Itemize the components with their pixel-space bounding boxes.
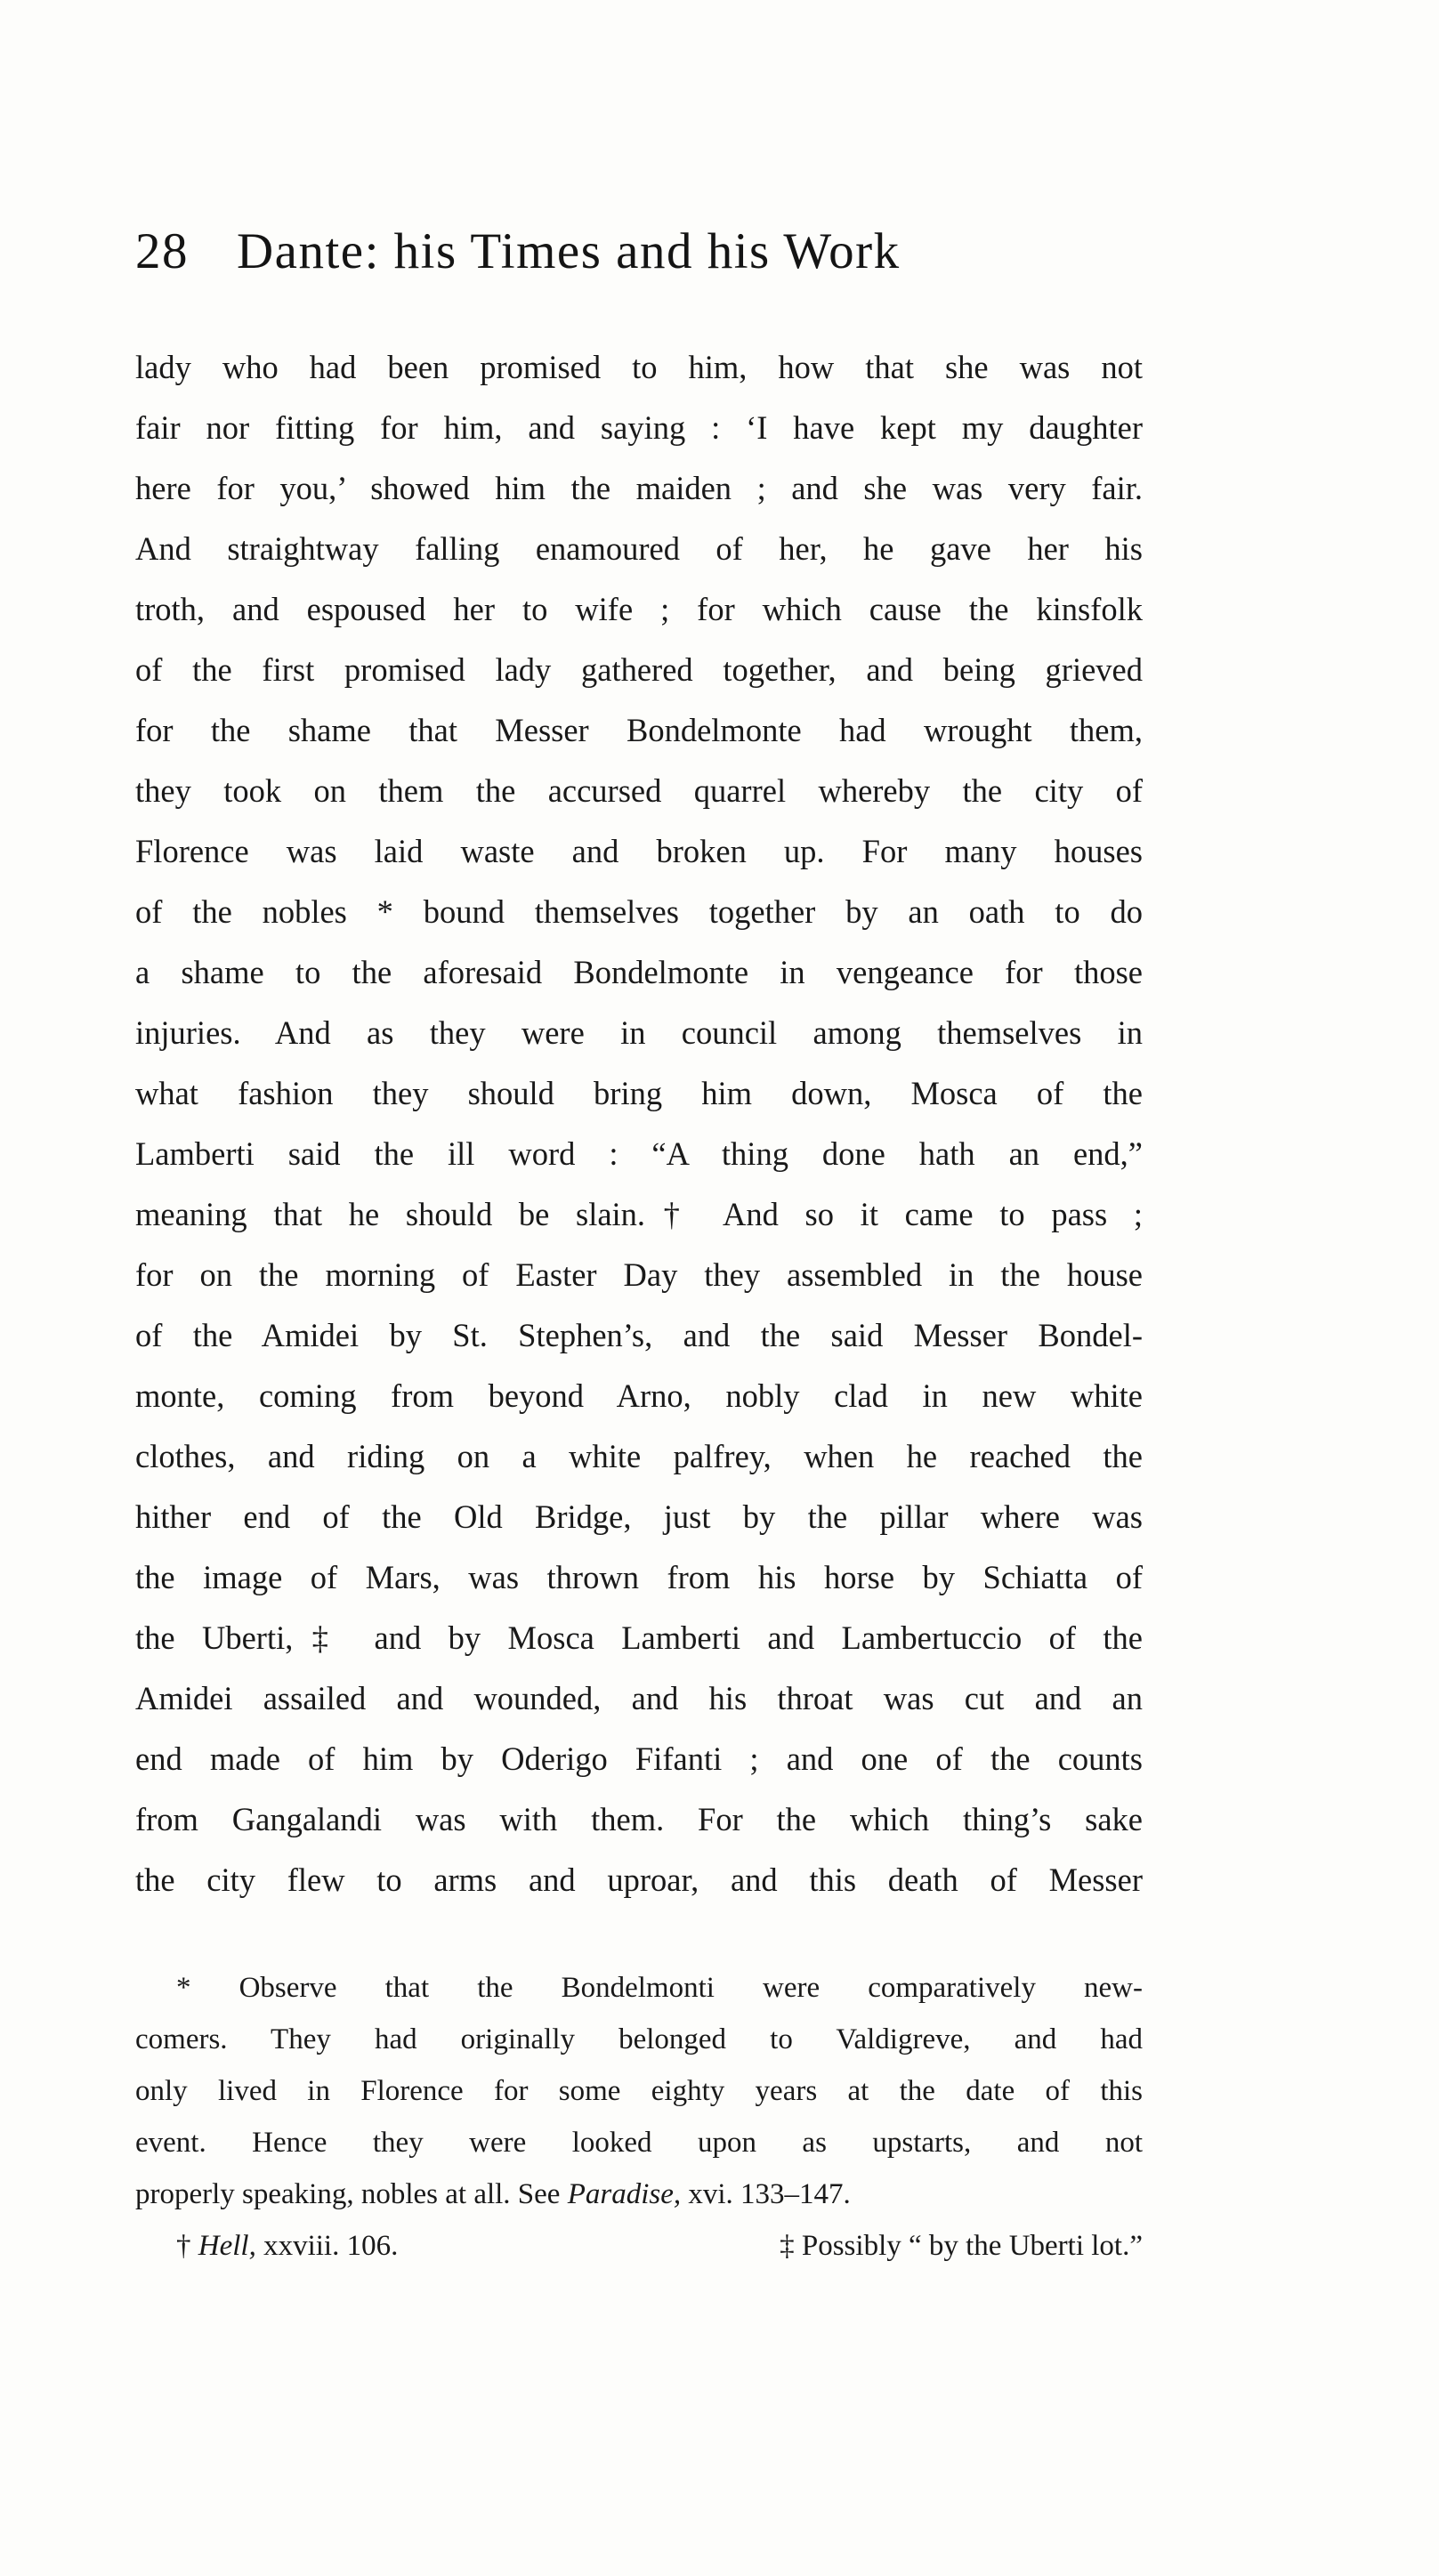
uberti-note-text: Possibly “ by the Uberti lot.”: [801, 2230, 1143, 2262]
footnote-refs-line: [135, 2220, 1143, 2272]
footnote-line: comers. They had originally belonged to Valdigreve, and had: [135, 2023, 1143, 2055]
body-line: of the nobles * bound themselves together by an oath to do: [135, 893, 1143, 930]
body-line: for on the morning of Easter Day they assembled in the house: [135, 1256, 1143, 1293]
body-line: clothes, and riding on a white palfrey, when he reached the: [135, 1438, 1143, 1474]
body-line: for the shame that Messer Bondelmonte had wrought them,: [135, 712, 1143, 748]
body-line: the Uberti,‡ and by Mosca Lamberti and Lambertuccio of the: [135, 1619, 1143, 1656]
body-line: lady who had been promised to him, how that she was not: [135, 349, 1143, 385]
page-content: [135, 222, 1143, 2272]
body-line: And straightway falling enamoured of her, he gave her his: [135, 530, 1143, 567]
body-line: injuries. And as they were in council among themselves in: [135, 1014, 1143, 1051]
footnote-line: * Observe that the Bondelmonti were comparatively new-: [176, 1972, 1143, 2004]
body-line: here for you,’ showed him the maiden ; and she was very fair.: [135, 470, 1143, 506]
body-line: hither end of the Old Bridge, just by the pillar where was: [135, 1498, 1143, 1535]
footnote-text: properly speaking, nobles at all. See: [135, 2178, 568, 2210]
footnote-line: event. Hence they were looked upon as upstarts, and not: [135, 2127, 1143, 2159]
body-line: monte, coming from beyond Arno, nobly clad in new white: [135, 1377, 1143, 1414]
body-line: the image of Mars, was thrown from his horse by Schiatta of: [135, 1559, 1143, 1595]
body-text: [135, 337, 1143, 1910]
page-number: 28: [135, 223, 189, 279]
body-line: the city flew to arms and uproar, and this death of Messer: [135, 1861, 1143, 1898]
body-line: Lamberti said the ill word : “A thing done hath an end,”: [135, 1135, 1143, 1172]
running-title: Dante: his Times and his Work: [237, 223, 901, 279]
footnote-line-last: [135, 2168, 1143, 2220]
body-line: Amidei assailed and wounded, and his throat was cut and an: [135, 1680, 1143, 1716]
double-dagger-marker: ‡: [780, 2230, 802, 2262]
footnotes: [135, 1962, 1143, 2272]
body-line: end made of him by Oderigo Fifanti ; and one of the counts: [135, 1740, 1143, 1777]
body-line: meaning that he should be slain.† And so it came to pass ;: [135, 1196, 1143, 1232]
body-line: Florence was laid waste and broken up. For many houses: [135, 833, 1143, 869]
footnote-uberti-ref: [780, 2220, 1143, 2272]
dagger-marker: †: [176, 2230, 198, 2262]
work-title-hell: Hell,: [198, 2230, 256, 2262]
body-line: of the Amidei by St. Stephen’s, and the said Messer Bondel-: [135, 1317, 1143, 1353]
body-line: what fashion they should bring him down, Mosca of the: [135, 1075, 1143, 1111]
body-line: a shame to the aforesaid Bondelmonte in vengeance for those: [135, 954, 1143, 990]
footnote-citation: xvi. 133–147.: [681, 2178, 851, 2210]
work-title-paradise: Paradise,: [567, 2178, 682, 2210]
body-line: they took on them the accursed quarrel whereby the city of: [135, 772, 1143, 809]
hell-citation: xxviii. 106.: [255, 2230, 399, 2262]
body-line: fair nor fitting for him, and saying : ‘I have kept my daughter: [135, 409, 1143, 446]
body-line: from Gangalandi was with them. For the which thing’s sake: [135, 1801, 1143, 1837]
body-line: troth, and espoused her to wife ; for which cause the kinsfolk: [135, 591, 1143, 627]
footnote-line: only lived in Florence for some eighty years at the date of this: [135, 2075, 1143, 2107]
page-header: [135, 222, 1143, 280]
body-line: of the first promised lady gathered together, and being grieved: [135, 651, 1143, 688]
footnote-hell-ref: [176, 2220, 398, 2272]
